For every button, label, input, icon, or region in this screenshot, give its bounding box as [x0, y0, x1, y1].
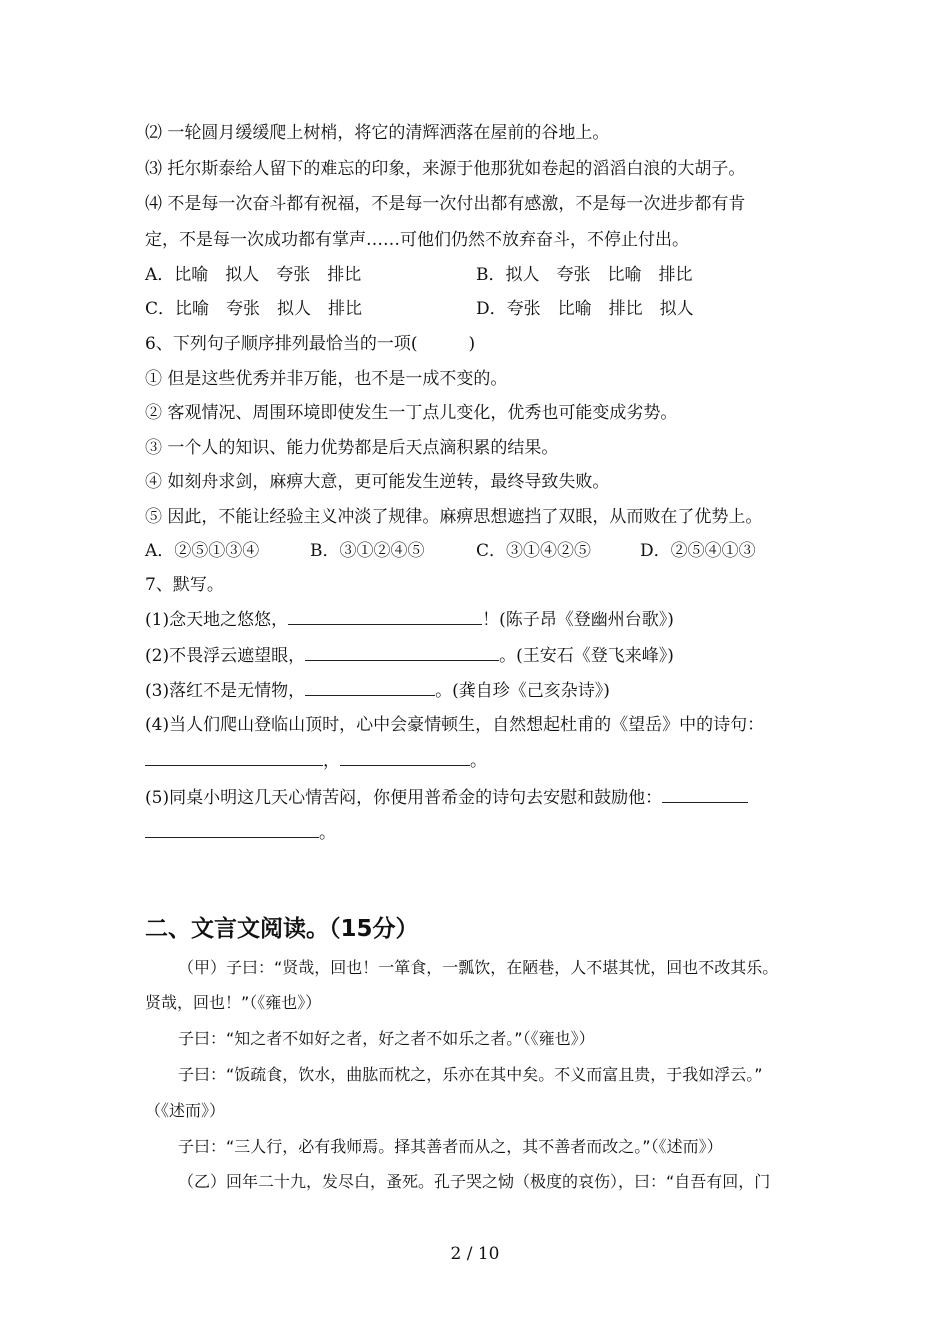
- section-heading: 二、文言文阅读。（15分）: [145, 916, 419, 942]
- q5-option-b: B．拟人 夸张 比喻 排比: [476, 265, 693, 285]
- passage-yi-line1: （乙）回年二十九，发尽白，蚤死。孔子哭之恸（极度的哀伤），曰：“自吾有回，门: [178, 1172, 771, 1191]
- q6-option-c: C．③①④②⑤: [476, 541, 592, 561]
- passage-quote-3-line2: （《述而》）: [145, 1101, 226, 1120]
- q5-sentence-4-line2: 定，不是每一次成功都有掌声……可他们仍然不放弃奋斗，不停止付出。: [145, 230, 689, 250]
- q7-item-4: (4)当人们爬山登临山顶时，心中会豪情顿生，自然想起杜甫的《望岳》中的诗句：: [145, 715, 765, 735]
- q6-option-b: B．③①②④⑤: [310, 541, 425, 561]
- q7-item-1-answer-blank[interactable]: [288, 608, 482, 625]
- q7-item-2-answer-blank[interactable]: [305, 644, 499, 661]
- q7-item-1-source: ！(陈子昂《登幽州台歌》): [482, 610, 674, 630]
- q7-item-5-cont: [145, 821, 336, 844]
- q5-sentence-4-line1: ⑷ 不是每一次奋斗都有祝福，不是每一次付出都有感激，不是每一次进步都有肯: [145, 194, 746, 214]
- q6-sentence-1: ① 但是这些优秀并非万能，也不是一成不变的。: [145, 369, 508, 389]
- q7-item-4-comma: ，: [323, 751, 340, 771]
- q6-sentence-3: ③ 一个人的知识、能力优势都是后天点滴积累的结果。: [145, 438, 559, 458]
- q7-item-5-answer-blank-1[interactable]: [662, 786, 748, 803]
- q5-option-c: C．比喻 夸张 拟人 排比: [145, 299, 363, 319]
- q5-option-d: D．夸张 比喻 排比 拟人: [476, 299, 694, 319]
- passage-jia-line2: 贤哉，回也！”（《雍也》）: [145, 993, 322, 1012]
- q7-item-1-prompt: (1)念天地之悠悠，: [145, 610, 289, 630]
- q7-item-3-answer-blank[interactable]: [305, 679, 435, 696]
- q7-item-5: [145, 786, 748, 809]
- passage-quote-3-line1: 子曰：“饭疏食，饮水，曲肱而枕之，乐亦在其中矣。不义而富且贵，于我如浮云。”: [178, 1065, 763, 1084]
- q7-item-5-answer-blank-2[interactable]: [145, 821, 319, 838]
- q5-sentence-2: ⑵ 一轮圆月缓缓爬上树梢，将它的清辉洒落在屋前的谷地上。: [145, 123, 610, 143]
- q5-option-a: A．比喻 拟人 夸张 排比: [145, 265, 362, 285]
- q7-item-5-prompt: (5)同桌小明这几天心情苦闷，你便用普希金的诗句去安慰和鼓励他：: [145, 788, 663, 808]
- q6-title: 6、下列句子顺序排列最恰当的一项( ): [145, 334, 476, 354]
- q7-item-1: [145, 608, 674, 631]
- q7-title: 7、默写。: [145, 575, 224, 595]
- q7-item-2-prompt: (2)不畏浮云遮望眼，: [145, 646, 306, 666]
- passage-quote-2: 子曰：“知之者不如好之者，好之者不如乐之者。”（《雍也》）: [178, 1029, 595, 1048]
- q6-option-a: A．②⑤①③④: [145, 541, 260, 561]
- q7-item-3: [145, 679, 610, 702]
- q7-item-2: [145, 644, 674, 667]
- q7-item-5-period: 。: [319, 823, 336, 843]
- q7-item-4-blanks: [145, 749, 487, 772]
- passage-quote-4: 子曰：“三人行，必有我师焉。择其善者而从之，其不善者而改之。”（《述而》）: [178, 1137, 723, 1156]
- q6-option-d: D．②⑤④①③: [640, 541, 756, 561]
- q7-item-4-answer-blank-2[interactable]: [340, 749, 470, 766]
- page-number: 2 / 10: [450, 1244, 500, 1264]
- q7-item-2-source: 。(王安石《登飞来峰》): [499, 646, 674, 666]
- q7-item-3-source: 。(龚自珍《己亥杂诗》): [435, 681, 610, 701]
- passage-jia-line1: （甲）子曰：“贤哉，回也！一箪食，一瓢饮，在陋巷，人不堪其忧，回也不改其乐。: [178, 958, 779, 977]
- q7-item-4-answer-blank-1[interactable]: [145, 749, 323, 766]
- q7-item-3-prompt: (3)落红不是无情物，: [145, 681, 306, 701]
- q6-sentence-4: ④ 如刻舟求剑，麻痹大意，更可能发生逆转，最终导致失败。: [145, 472, 610, 492]
- q6-sentence-2: ② 客观情况、周围环境即使发生一丁点儿变化，优秀也可能变成劣势。: [145, 403, 678, 423]
- q7-item-4-period: 。: [470, 751, 487, 771]
- q5-sentence-3: ⑶ 托尔斯泰给人留下的难忘的印象，来源于他那犹如卷起的滔滔白浪的大胡子。: [145, 159, 746, 179]
- q6-sentence-5: ⑤ 因此，不能让经验主义冲淡了规律。麻痹思想遮挡了双眼，从而败在了优势上。: [145, 507, 763, 527]
